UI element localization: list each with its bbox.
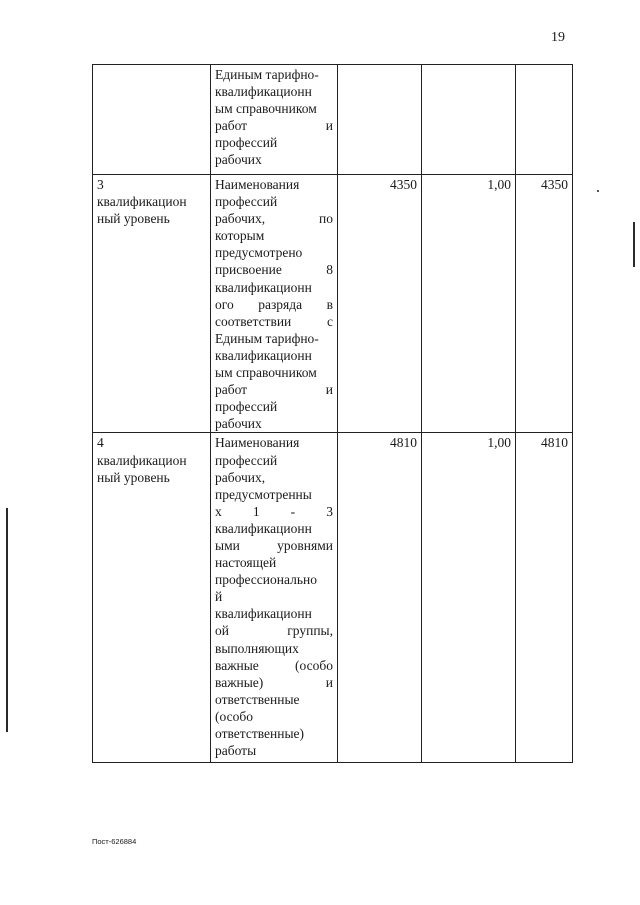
profession-description-text: Наименования: [215, 435, 300, 451]
qualification-level-text: квалификацион: [97, 452, 187, 468]
profession-description-text: ого разряда в: [215, 296, 333, 312]
profession-description-text: рабочих: [215, 152, 262, 168]
total-value-cell: 4350: [516, 175, 573, 433]
profession-description-text: настоящей: [215, 555, 277, 571]
profession-description-text: профессий: [215, 194, 278, 210]
profession-description-text: квалификационн: [215, 279, 312, 295]
profession-description-text: работ и: [215, 382, 333, 398]
profession-description-text: ответственные): [215, 726, 305, 741]
profession-description-text: выполняющих: [215, 640, 299, 656]
total-value-cell: [516, 65, 573, 175]
profession-description-text: присвоение 8: [215, 262, 333, 278]
profession-description-text: ой группы,: [215, 623, 333, 639]
profession-description-text: й: [215, 589, 223, 605]
profession-description-text: (особо: [215, 708, 253, 724]
page-number: 19: [551, 30, 565, 45]
qualification-level-text: 3: [97, 177, 104, 192]
profession-description-text: профессий: [215, 135, 278, 151]
profession-description-text: соответствии с: [215, 313, 333, 329]
profession-description-text: квалификационн: [215, 606, 312, 622]
profession-description-text: профессионально: [215, 572, 317, 588]
profession-description-text: рабочих,: [215, 469, 266, 485]
profession-description-text: квалификационн: [215, 347, 312, 363]
scan-artifact-left: [6, 508, 8, 732]
profession-description-text: х 1 - 3: [215, 503, 333, 519]
qualification-level-text: ный уровень: [97, 469, 170, 485]
table-row: [93, 65, 573, 175]
qualification-level-cell: [93, 175, 211, 433]
profession-description-text: квалификационн: [215, 84, 312, 100]
scan-speck: [597, 190, 599, 192]
profession-description-text: рабочих: [215, 416, 262, 432]
profession-description-cell: [211, 65, 338, 175]
salary-value-cell: 4810: [338, 433, 422, 763]
salary-value-cell: [338, 65, 422, 175]
coefficient-cell: [422, 65, 516, 175]
profession-description-text: профессий: [215, 399, 278, 415]
profession-description-cell: [211, 175, 338, 433]
profession-description-text: Единым тарифно-: [215, 330, 319, 346]
profession-description-text: важные) и: [215, 674, 333, 690]
qualification-level-cell: [93, 65, 211, 175]
profession-description-text: важные (особо: [215, 657, 333, 673]
profession-description-text: Наименования: [215, 177, 300, 192]
qualification-level-cell: [93, 433, 211, 763]
table-row: [93, 433, 573, 763]
profession-description-text: ответственные: [215, 691, 300, 707]
scan-artifact-right: [633, 222, 635, 267]
coefficient-cell: 1,00: [422, 433, 516, 763]
salary-value-cell: 4350: [338, 175, 422, 433]
profession-description-text: которым: [215, 228, 265, 244]
qualification-level-text: 4: [97, 435, 104, 451]
profession-description-text: рабочих, по: [215, 211, 333, 227]
profession-description-text: профессий: [215, 452, 278, 468]
profession-description-text: предусмотренны: [215, 486, 312, 502]
total-value-cell: 4810: [516, 433, 573, 763]
profession-description-cell: [211, 433, 338, 763]
document-code: Пост-626884: [92, 837, 137, 846]
profession-description-text: квалификационн: [215, 520, 312, 536]
table-row: [93, 175, 573, 433]
qualification-level-text: квалификацион: [97, 194, 187, 210]
coefficient-cell: 1,00: [422, 175, 516, 433]
profession-description-text: ыми уровнями: [215, 537, 333, 553]
qualification-table: [92, 64, 573, 763]
profession-description-text: работы: [215, 743, 257, 759]
profession-description-text: Единым тарифно-: [215, 67, 319, 82]
profession-description-text: ым справочником: [215, 101, 317, 117]
profession-description-text: ым справочником: [215, 365, 317, 381]
qualification-level-text: ный уровень: [97, 211, 170, 227]
profession-description-text: предусмотрено: [215, 245, 303, 261]
profession-description-text: работ и: [215, 118, 333, 134]
